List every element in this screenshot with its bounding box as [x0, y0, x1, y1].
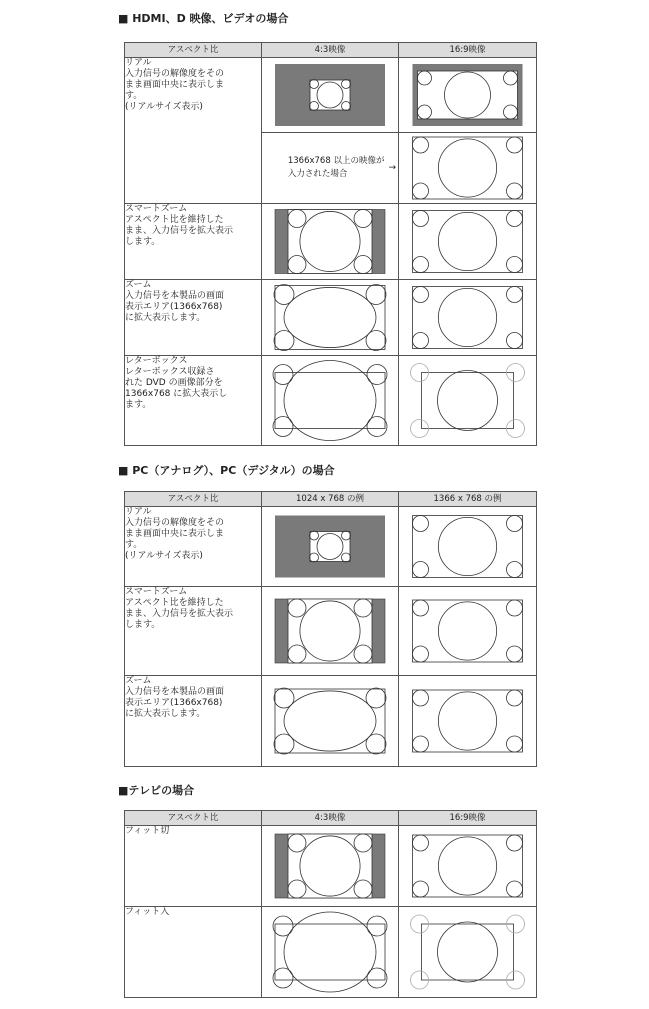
diagram-svg	[399, 58, 536, 132]
aspect-table-tv	[124, 810, 537, 998]
diagram-svg	[262, 907, 398, 997]
picture-frame	[422, 373, 514, 429]
picture-frame	[275, 924, 385, 980]
diagram-letterbox-4-3	[262, 356, 399, 446]
diagram-svg	[262, 676, 398, 766]
column-header-1024: 1024 x 768 の例	[262, 492, 399, 507]
diagram-zoom-1024	[262, 676, 399, 767]
diagram-letterbox-16-9	[399, 356, 537, 446]
diagram-svg	[262, 507, 398, 586]
column-header-4-3: 4:3映像	[262, 811, 399, 826]
row-label-letterbox: レターボックス レターボックス収録さ れた DVD の画像部分を 1366x768 に拡大表示し ます。	[125, 356, 262, 446]
picture-frame	[422, 924, 514, 980]
column-header-aspect: アスペクト比	[125, 43, 262, 58]
section-heading-tv: ■テレビの場合	[118, 784, 195, 797]
diagram-smart-16-9	[399, 204, 537, 280]
row-label-fit-on: フィット入	[125, 907, 262, 998]
picture-frame	[275, 689, 385, 753]
diagram-svg	[399, 133, 536, 203]
picture-frame	[413, 211, 523, 273]
diagram-svg	[399, 204, 536, 279]
diagram-svg	[262, 204, 398, 279]
picture-frame	[288, 834, 372, 898]
diagram-svg	[399, 507, 536, 586]
diagram-zoom-16-9	[399, 280, 537, 356]
picture-frame	[413, 835, 523, 897]
oversize-note: 1366x768 以上の映像が 入力された場合	[287, 156, 385, 179]
row-label-smart-zoom: スマートズーム アスペクト比を維持した まま、入力信号を拡大表示 します。	[125, 587, 262, 676]
diagram-fit-off-16-9	[399, 826, 537, 907]
diagram-fit-off-4-3	[262, 826, 399, 907]
arrow-right-icon: →	[388, 162, 396, 173]
row-label-zoom: ズーム 入力信号を本製品の画面 表示エリア(1366x768) に拡大表示します。	[125, 676, 262, 767]
diagram-svg	[262, 58, 398, 132]
diagram-zoom-1366	[399, 676, 537, 767]
column-header-16-9: 16:9映像	[399, 43, 537, 58]
picture-frame	[275, 373, 385, 429]
picture-frame	[413, 690, 523, 752]
row-label-fit-off: フィット切	[125, 826, 262, 907]
aspect-table-pc	[124, 491, 537, 767]
note-cell-oversize	[262, 133, 399, 204]
diagram-smart-4-3	[262, 204, 399, 280]
row-label-zoom: ズーム 入力信号を本製品の画面 表示エリア(1366x768) に拡大表示します。	[125, 280, 262, 356]
picture-frame	[310, 532, 350, 562]
column-header-aspect: アスペクト比	[125, 811, 262, 826]
picture-frame	[418, 71, 518, 119]
diagram-fit-on-4-3	[262, 907, 399, 998]
picture-frame	[413, 600, 523, 662]
diagram-zoom-4-3	[262, 280, 399, 356]
column-header-aspect: アスペクト比	[125, 492, 262, 507]
picture-frame	[310, 80, 350, 110]
diagram-svg	[399, 280, 536, 355]
diagram-smart-1024	[262, 587, 399, 676]
diagram-svg	[399, 907, 536, 997]
row-label-real: リアル 入力信号の解像度をその まま画面中央に表示しま す。 (リアルサイズ表示)	[125, 507, 262, 587]
column-header-1366: 1366 x 768 の例	[399, 492, 537, 507]
aspect-table-hdmi	[124, 42, 537, 446]
diagram-svg	[262, 280, 398, 355]
diagram-oversize-16-9	[399, 133, 537, 204]
diagram-svg	[399, 676, 536, 766]
picture-frame	[275, 286, 385, 350]
diagram-real-1024	[262, 507, 399, 587]
diagram-svg	[399, 587, 536, 675]
diagram-svg	[262, 826, 398, 906]
diagram-fit-on-16-9	[399, 907, 537, 998]
diagram-svg	[399, 356, 536, 445]
section-heading-hdmi: ■ HDMI、D 映像、ビデオの場合	[118, 12, 289, 25]
diagram-smart-1366	[399, 587, 537, 676]
diagram-svg	[399, 826, 536, 906]
column-header-4-3: 4:3映像	[262, 43, 399, 58]
diagram-svg	[262, 356, 398, 445]
row-label-real: リアル 入力信号の解像度をその まま画面中央に表示しま す。 (リアルサイズ表示)	[125, 58, 262, 204]
diagram-real-1366	[399, 507, 537, 587]
row-label-smart-zoom: スマートズーム アスペクト比を維持した まま、入力信号を拡大表示 します。	[125, 204, 262, 280]
picture-frame	[288, 599, 372, 663]
diagram-real-16-9	[399, 58, 537, 133]
picture-frame	[413, 516, 523, 578]
picture-frame	[288, 210, 372, 274]
diagram-real-4-3	[262, 58, 399, 133]
section-heading-pc: ■ PC（アナログ）、PC（デジタル）の場合	[118, 464, 335, 477]
diagram-svg	[262, 587, 398, 675]
picture-frame	[413, 137, 523, 199]
column-header-16-9: 16:9映像	[399, 811, 537, 826]
picture-frame	[413, 287, 523, 349]
